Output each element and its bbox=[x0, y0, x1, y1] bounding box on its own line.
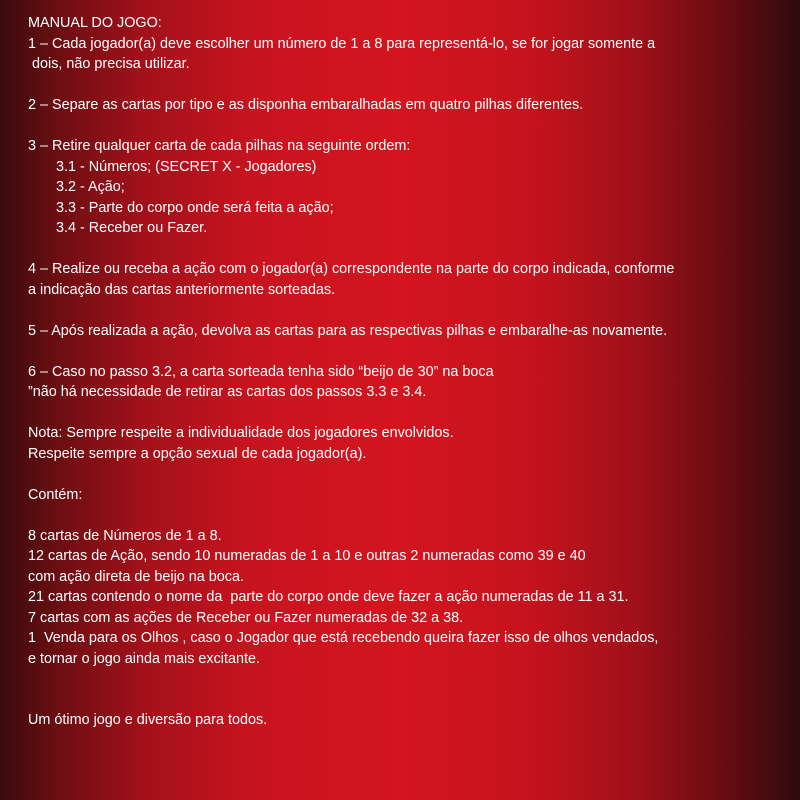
spacer bbox=[28, 403, 778, 424]
spacer bbox=[28, 505, 778, 526]
spacer bbox=[28, 669, 778, 690]
contents-item: com ação direta de beijo na boca. bbox=[28, 568, 245, 585]
step-4-line-1: 4 – Realize ou receba a ação com o jogador(a) correspondente na parte do corpo indicada, conforme bbox=[28, 261, 675, 277]
contents-item: 7 cartas com as ações de Receber ou Fazer numeradas de 32 a 38. bbox=[28, 609, 464, 626]
step-4-line-2: a indicação das cartas anteriormente sorteadas. bbox=[28, 281, 336, 298]
note-line-2: Respeite sempre a opção sexual de cada jogador(a). bbox=[28, 445, 367, 462]
contents-item: 12 cartas de Ação, sendo 10 numeradas de 1 a 10 e outras 2 numeradas como 39 e 40 bbox=[28, 548, 586, 564]
step-3-4: 3.4 - Receber ou Fazer. bbox=[56, 220, 208, 236]
step-5: 5 – Após realizada a ação, devolva as cartas para as respectivas pilhas e embaralhe-as novamente. bbox=[28, 322, 668, 339]
contents-heading: Contém: bbox=[28, 486, 83, 503]
note-line-1: Nota: Sempre respeite a individualidade dos jogadores envolvidos. bbox=[28, 425, 454, 441]
step-3-1: 3.1 - Números; (SECRET X - Jogadores) bbox=[56, 158, 317, 175]
spacer bbox=[28, 75, 778, 96]
spacer bbox=[28, 116, 778, 137]
contents-item: e tornar o jogo ainda mais excitante. bbox=[28, 650, 260, 667]
spacer bbox=[28, 690, 778, 711]
step-1-line-2: dois, não precisa utilizar. bbox=[28, 56, 190, 72]
step-2: 2 – Separe as cartas por tipo e as disponha embaralhadas em quatro pilhas diferentes. bbox=[28, 97, 584, 113]
step-3-intro: 3 – Retire qualquer carta de cada pilhas na seguinte ordem: bbox=[28, 138, 411, 154]
spacer bbox=[28, 464, 778, 485]
contents-item: 21 cartas contendo o nome da parte do corpo onde deve fazer a ação numeradas de 11 a 31. bbox=[28, 589, 629, 605]
step-6-line-1: 6 – Caso no passo 3.2, a carta sorteada tenha sido “beijo de 30” na boca bbox=[28, 363, 494, 380]
step-1-line-1: 1 – Cada jogador(a) deve escolher um número de 1 a 8 para representá-lo, se for jogar somente a bbox=[28, 35, 656, 52]
manual-text-block bbox=[28, 13, 778, 731]
closing-line: Um ótimo jogo e diversão para todos. bbox=[28, 712, 268, 728]
step-3-2: 3.2 - Ação; bbox=[56, 179, 125, 195]
step-3-3: 3.3 - Parte do corpo onde será feita a ação; bbox=[56, 199, 334, 216]
step-6-line-2: ”não há necessidade de retirar as cartas dos passos 3.3 e 3.4. bbox=[28, 384, 427, 400]
manual-title: MANUAL DO JOGO: bbox=[28, 15, 162, 31]
spacer bbox=[28, 341, 778, 362]
spacer bbox=[28, 300, 778, 321]
contents-item: 8 cartas de Números de 1 a 8. bbox=[28, 527, 222, 544]
contents-item: 1 Venda para os Olhos , caso o Jogador que está recebendo queira fazer isso de olhos vendados, bbox=[28, 630, 659, 646]
spacer bbox=[28, 239, 778, 260]
